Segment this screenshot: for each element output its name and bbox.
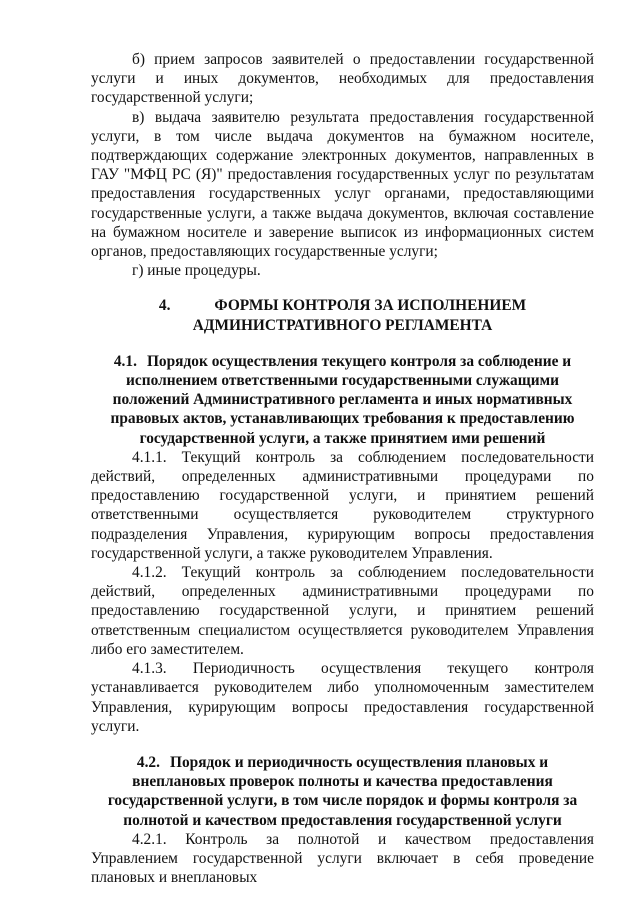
- paragraph-4-1-3: 4.1.3. Периодичность осуществления текущего контроля устанавливается руководителем либо уполномоченным заместителем Управления, курирующим вопросы предоставления государственной услуги.: [91, 660, 594, 735]
- chapter-title: ФОРМЫ КОНТРОЛЯ ЗА ИСПОЛНЕНИЕМ АДМИНИСТРАТИВНОГО РЕГЛАМЕНТА: [192, 297, 527, 334]
- paragraph-4-1-2: 4.1.2. Текущий контроль за соблюдением последовательности действий, определенных административными процедурами по предоставлению государственной услуги, и принятием решений ответственным специалистом осуществляется руководителем Управления либо его заместителем.: [91, 564, 594, 658]
- section-number: 4.2.: [136, 753, 160, 771]
- section-heading-4-1: [91, 352, 594, 448]
- paragraph-v: в) выдача заявителю результата предоставления государственной услуги, в том числе выдача документов на бумажном носителе, подтверждающих содержание электронных документов, направленных в ГАУ "МФЦ РС (Я)" предоставления государственных услуг по результатам предоставления государственных услуг органами, предоставляющими государственные услуги, а также выдача документов, включая составление на бумажном носителе и заверение выписок из информационных систем органов, предоставляющих государственные услуги;: [91, 108, 594, 261]
- paragraph-4-2-1: 4.2.1. Контроль за полнотой и качеством предоставления Управлением государственной услуги включает в себя проведение плановых и внеплановых: [91, 830, 594, 887]
- section-heading-4-2: [91, 753, 594, 830]
- section-title: Порядок осуществления текущего контроля за соблюдение и исполнением ответственными государственными служащими положений Административного регламента и иных нормативных правовых актов, устанавливающих требования к предоставлению государственной услуги, а также принятием ими решений: [110, 352, 575, 447]
- paragraph-4-1-1: 4.1.1. Текущий контроль за соблюдением последовательности действий, определенных административными процедурами по предоставлению государственной услуги, и принятием решений ответственными осуществляется руководителем структурного подразделения Управления, курирующим вопросы предоставления государственной услуги, а также руководителем Управления.: [91, 448, 594, 562]
- section-title: Порядок и периодичность осуществления плановых и внеплановых проверок полноты и качества предоставления государственной услуги, в том числе порядок и формы контроля за полнотой и качеством предоставления государственной услуги: [107, 753, 578, 829]
- chapter-heading: [91, 296, 594, 334]
- document-page: [91, 50, 594, 887]
- chapter-number: 4.: [158, 297, 171, 315]
- section-number: 4.1.: [113, 352, 137, 370]
- paragraph-b: б) прием запросов заявителей о предоставлении государственной услуги и иных документов, необходимых для предоставления государственной услуги;: [91, 51, 594, 107]
- paragraph-g: г) иные процедуры.: [132, 262, 261, 280]
